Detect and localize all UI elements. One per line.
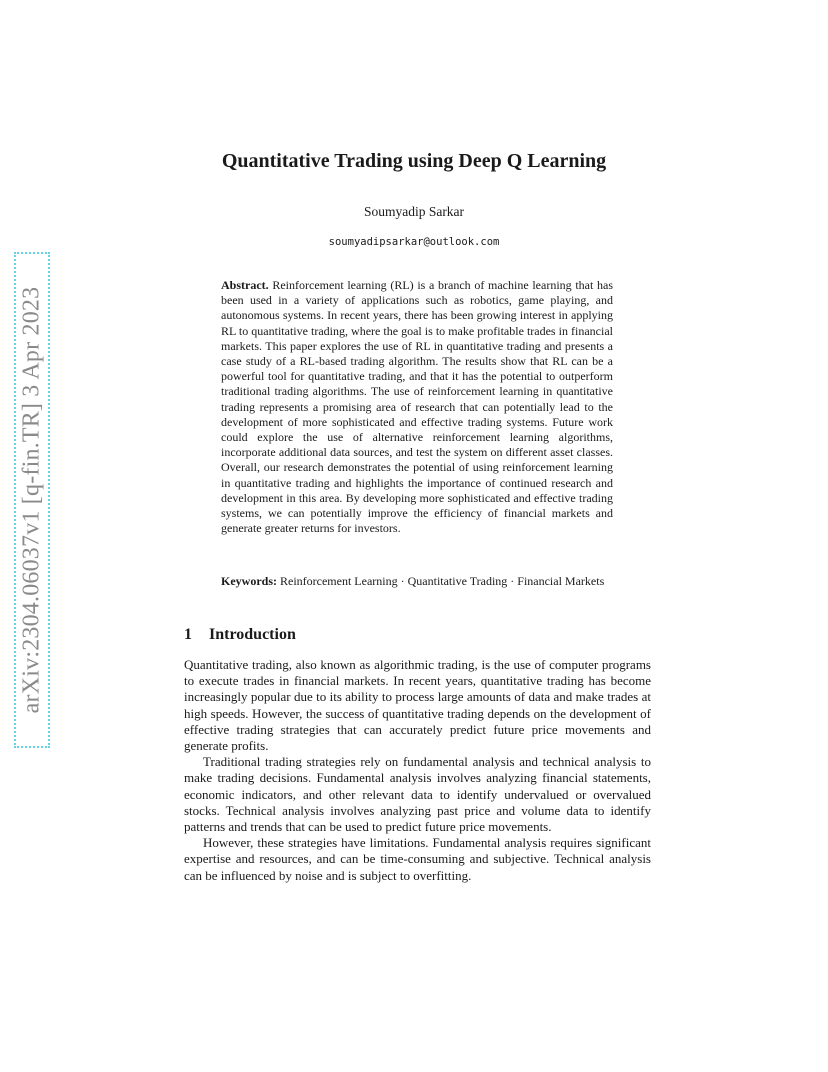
- section-heading: [184, 626, 296, 644]
- paragraph: Traditional trading strategies rely on fundamental analysis and technical analysis to make trading decisions. Fundamental analysis involves analyzing financial statements, economic indicators, and other relevant data to identify undervalued or overvalued stocks. Technical analysis involves analyzing past price and volume data to identify patterns and trends that can be used to predict future price movements.: [184, 754, 651, 835]
- abstract-block: [221, 278, 613, 536]
- abstract-label: Abstract.: [221, 278, 269, 292]
- introduction-body: [184, 657, 651, 884]
- arxiv-identifier-stamp[interactable]: [14, 252, 50, 748]
- author-email[interactable]: soumyadipsarkar@outlook.com: [328, 236, 500, 248]
- keywords-text: Reinforcement Learning · Quantitative Trading · Financial Markets: [280, 574, 605, 588]
- section-number: 1: [184, 626, 192, 643]
- paper-title: Quantitative Trading using Deep Q Learning: [221, 150, 607, 172]
- arxiv-identifier-text: arXiv:2304.06037v1 [q-fin.TR] 3 Apr 2023: [18, 286, 45, 714]
- author-name: Soumyadip Sarkar: [363, 204, 465, 219]
- paragraph: Quantitative trading, also known as algorithmic trading, is the use of computer programs to execute trades in financial markets. In recent years, quantitative trading has become increasingly popular due to its ability to process large amounts of data and make trades at high speeds. However, the success of quantitative trading depends on the development of effective trading strategies that can accurately predict future price movements and generate profits.: [184, 657, 651, 754]
- paragraph: However, these strategies have limitations. Fundamental analysis requires significant expertise and resources, and can be time-consuming and subjective. Technical analysis can be influenced by noise and is subject to overfitting.: [184, 835, 651, 883]
- section-title: Introduction: [209, 626, 296, 643]
- keywords-block: [221, 574, 613, 589]
- keywords-label: Keywords:: [221, 574, 277, 588]
- abstract-text: Reinforcement learning (RL) is a branch of machine learning that has been used in a variety of applications such as robotics, game playing, and autonomous systems. In recent years, there has been growing interest in applying RL to quantitative trading, where the goal is to make profitable trades in financial markets. This paper explores the use of RL in quantitative trading and presents a case study of a RL-based trading algorithm. The results show that RL can be a powerful tool for quantitative trading, and that it has the potential to outperform traditional trading algorithms. The use of reinforcement learning in quantitative trading represents a promising area of research that can potentially lead to the development of more sophisticated and effective trading systems. Future work could explore the use of alternative reinforcement learning algorithms, incorporate additional data sources, and test the system on different asset classes. Overall, our research demonstrates the potential of using reinforcement learning in quantitative trading and highlights the importance of continued research and development in this area. By developing more sophisticated and effective trading systems, we can potentially improve the efficiency of financial markets and generate greater returns for investors.: [221, 278, 614, 536]
